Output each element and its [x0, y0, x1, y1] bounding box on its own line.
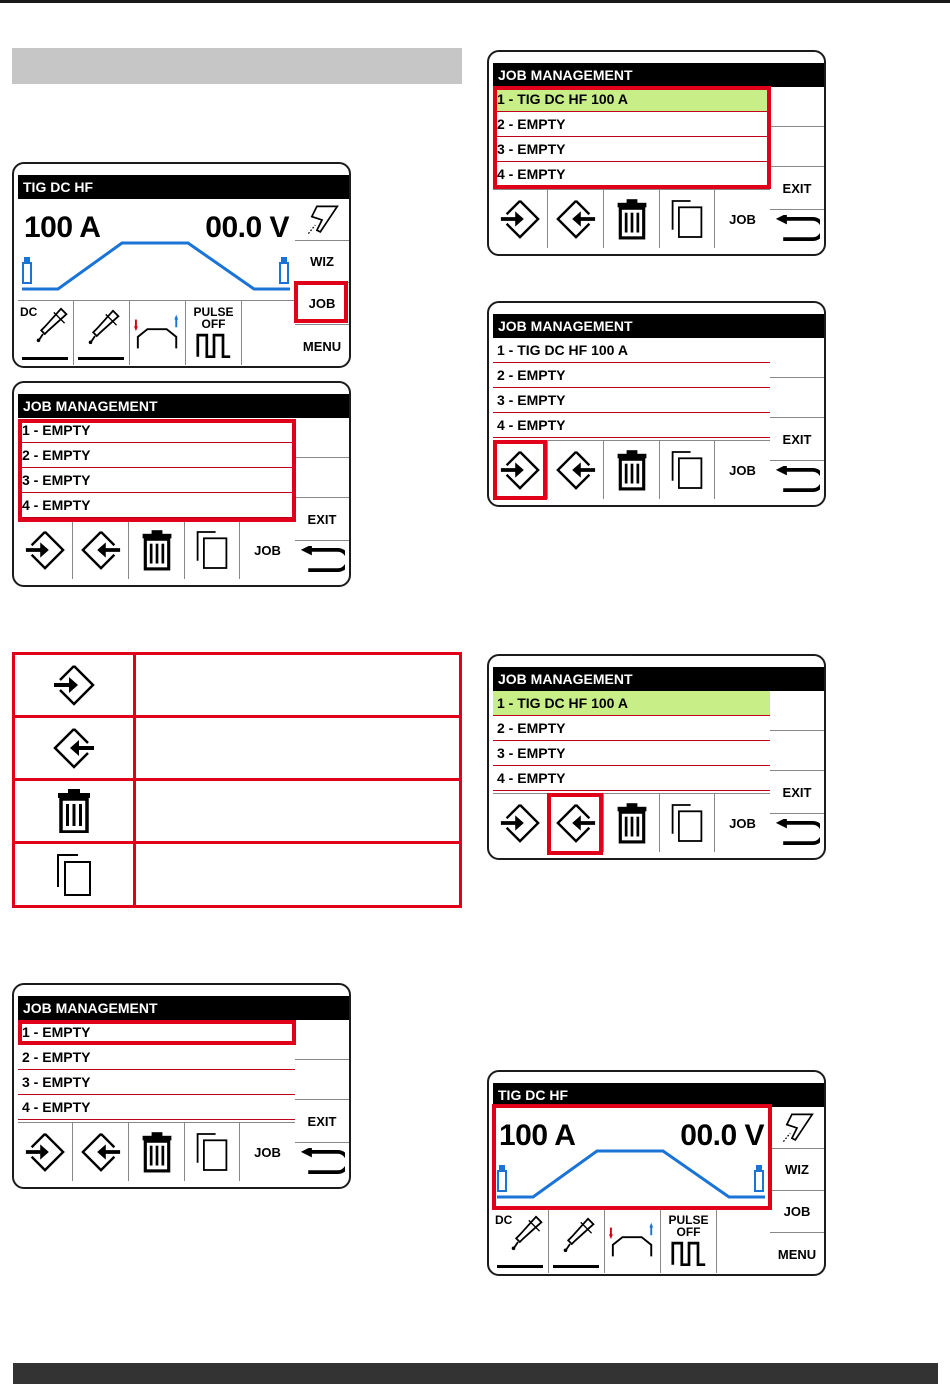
job-panel-load-step: [487, 654, 826, 860]
pulse-label: PULSE: [193, 305, 234, 319]
job-panel-title: JOB MANAGEMENT: [493, 63, 824, 87]
torch-mode-button[interactable]: [770, 1107, 824, 1149]
copy-icon: [669, 802, 705, 844]
job-toolbar: [493, 189, 770, 248]
job-slot-2[interactable]: 2 - EMPTY: [493, 112, 770, 137]
job-label-button[interactable]: JOB: [729, 211, 756, 227]
torch-icon: [305, 203, 339, 237]
copy-button[interactable]: [185, 521, 240, 579]
job-slot-3[interactable]: 3 - EMPTY: [493, 388, 770, 413]
job-slot-1[interactable]: 1 - TIG DC HF 100 A: [493, 87, 770, 112]
job-panel-title: JOB MANAGEMENT: [493, 314, 824, 338]
main-side-menu: [770, 1107, 824, 1276]
job-slot-4[interactable]: 4 - EMPTY: [18, 493, 295, 518]
slope-icon: [134, 313, 182, 353]
job-list: [18, 418, 295, 518]
back-icon: [774, 466, 820, 494]
back-button[interactable]: [770, 209, 824, 247]
back-button[interactable]: [770, 460, 824, 498]
job-panel-title: JOB MANAGEMENT: [18, 996, 349, 1020]
pulse-button[interactable]: [661, 1209, 717, 1273]
load-icon: [80, 529, 122, 571]
slope-button[interactable]: [605, 1209, 661, 1273]
job-toolbar: [493, 440, 770, 499]
hf-start-button[interactable]: [74, 301, 130, 365]
job-slot-2[interactable]: 2 - EMPTY: [18, 1045, 295, 1070]
job-panel-select-slot: [12, 983, 351, 1189]
job-label-button[interactable]: JOB: [729, 815, 756, 831]
job-slot-3[interactable]: 3 - EMPTY: [493, 137, 770, 162]
weld-curve-icon: [493, 1147, 770, 1207]
delete-button[interactable]: [604, 794, 660, 852]
job-slot-3[interactable]: 3 - EMPTY: [18, 1070, 295, 1095]
delete-icon: [614, 198, 650, 240]
main-screen-loaded: [487, 1070, 826, 1276]
copy-icon: [194, 529, 230, 571]
delete-icon: [614, 449, 650, 491]
load-button[interactable]: [548, 794, 604, 852]
job-slot-3[interactable]: 3 - EMPTY: [493, 741, 770, 766]
screen-title: TIG DC HF: [493, 1083, 824, 1107]
weld-display: [18, 199, 295, 300]
exit-button[interactable]: EXIT: [782, 432, 812, 447]
exit-button[interactable]: EXIT: [307, 512, 337, 527]
job-panel-saved: [487, 50, 826, 256]
delete-icon: [139, 529, 175, 571]
save-icon: [499, 449, 541, 491]
load-icon: [52, 726, 96, 770]
save-button[interactable]: [493, 794, 548, 852]
copy-button[interactable]: [660, 441, 715, 499]
current-value: 100 A: [24, 211, 101, 244]
job-slot-4[interactable]: 4 - EMPTY: [493, 766, 770, 791]
job-slot-2[interactable]: 2 - EMPTY: [493, 363, 770, 388]
save-icon: [499, 198, 541, 240]
job-slot-2[interactable]: 2 - EMPTY: [18, 443, 295, 468]
torch-icon: [34, 307, 70, 343]
copy-icon: [54, 852, 94, 898]
load-icon: [80, 1131, 122, 1173]
legend-row-load: [15, 718, 459, 781]
pulse-label: PULSE: [668, 1213, 709, 1227]
back-button[interactable]: [770, 813, 824, 851]
job-slot-3[interactable]: 3 - EMPTY: [18, 468, 295, 493]
job-list: [18, 1020, 295, 1120]
back-icon: [299, 1148, 345, 1176]
save-icon: [499, 802, 541, 844]
job-button[interactable]: JOB: [770, 1191, 824, 1233]
pulse-button[interactable]: [186, 301, 242, 365]
load-icon: [555, 449, 597, 491]
section-header-bar: [12, 48, 462, 84]
job-slot-2[interactable]: 2 - EMPTY: [493, 716, 770, 741]
torch-arc-icon: [561, 1215, 597, 1255]
job-slot-1[interactable]: 1 - EMPTY: [18, 1020, 295, 1045]
load-icon: [555, 198, 597, 240]
job-panel-save-step: [487, 301, 826, 507]
exit-button[interactable]: EXIT: [307, 1114, 337, 1129]
wiz-button[interactable]: WIZ: [770, 1149, 824, 1191]
load-button[interactable]: [73, 521, 129, 579]
pulse-icon: [196, 330, 232, 360]
save-icon: [24, 529, 66, 571]
copy-icon: [669, 449, 705, 491]
save-button[interactable]: [18, 1123, 73, 1181]
legend-row-save: [15, 655, 459, 718]
job-panel-empty: [12, 381, 351, 587]
main-side-menu: [295, 199, 349, 368]
job-slot-4[interactable]: 4 - EMPTY: [18, 1095, 295, 1120]
job-slot-4[interactable]: 4 - EMPTY: [493, 413, 770, 438]
weld-curve-icon: [18, 239, 295, 299]
hf-start-button[interactable]: [549, 1209, 605, 1273]
job-slot-1[interactable]: 1 - TIG DC HF 100 A: [493, 338, 770, 363]
job-toolbar: [18, 520, 295, 579]
slope-icon: [609, 1221, 657, 1261]
delete-button[interactable]: [604, 441, 660, 499]
save-icon: [52, 663, 96, 707]
menu-button[interactable]: MENU: [302, 339, 342, 354]
delete-icon: [139, 1131, 175, 1173]
dc-label: DC: [495, 1213, 513, 1227]
torch-arc-icon: [86, 307, 122, 347]
voltage-value: 00.0 V: [205, 211, 289, 244]
load-button[interactable]: [548, 190, 604, 248]
load-button[interactable]: [548, 441, 604, 499]
load-icon: [555, 802, 597, 844]
exit-button[interactable]: EXIT: [782, 181, 812, 196]
job-list: [493, 338, 770, 438]
job-toolbar: [493, 793, 770, 852]
delete-icon: [54, 789, 94, 833]
copy-button[interactable]: [660, 190, 715, 248]
save-button[interactable]: [493, 190, 548, 248]
delete-icon: [614, 802, 650, 844]
job-list: [493, 691, 770, 791]
wiz-button[interactable]: WIZ: [295, 241, 349, 283]
empty-slot: [717, 1209, 770, 1273]
copy-icon: [669, 198, 705, 240]
pulse-icon: [671, 1238, 707, 1268]
main-bottom-bar: [18, 300, 295, 365]
copy-button[interactable]: [185, 1123, 240, 1181]
job-slot-4[interactable]: 4 - EMPTY: [493, 162, 770, 187]
job-list: [493, 87, 770, 187]
save-button[interactable]: [493, 441, 548, 499]
pulse-state-label: OFF: [676, 1225, 701, 1239]
menu-button[interactable]: MENU: [777, 1247, 817, 1262]
dc-mode-button[interactable]: [18, 301, 74, 365]
footer-bar: [13, 1363, 938, 1384]
back-icon: [774, 215, 820, 243]
slope-button[interactable]: [130, 301, 186, 365]
job-label-button[interactable]: JOB: [729, 462, 756, 478]
back-button[interactable]: [295, 540, 349, 578]
save-icon: [24, 1131, 66, 1173]
delete-button[interactable]: [129, 1123, 185, 1181]
copy-icon: [194, 1131, 230, 1173]
torch-mode-button[interactable]: [295, 199, 349, 241]
job-button[interactable]: JOB: [295, 283, 349, 325]
save-button[interactable]: [18, 521, 73, 579]
job-panel-title: JOB MANAGEMENT: [18, 394, 349, 418]
back-icon: [774, 819, 820, 847]
screen-title: TIG DC HF: [18, 175, 349, 199]
pulse-state-label: OFF: [201, 317, 226, 331]
delete-button[interactable]: [129, 521, 185, 579]
legend-row-copy: [15, 844, 459, 905]
empty-slot: [242, 301, 295, 365]
exit-button[interactable]: EXIT: [782, 785, 812, 800]
dc-mode-button[interactable]: [493, 1209, 549, 1273]
job-slot-1[interactable]: 1 - EMPTY: [18, 418, 295, 443]
legend-row-delete: [15, 781, 459, 844]
dc-label: DC: [20, 305, 38, 319]
job-toolbar: [18, 1122, 295, 1181]
delete-button[interactable]: [604, 190, 660, 248]
load-button[interactable]: [73, 1123, 129, 1181]
job-slot-1[interactable]: 1 - TIG DC HF 100 A: [493, 691, 770, 716]
torch-icon: [780, 1111, 814, 1145]
copy-button[interactable]: [660, 794, 715, 852]
job-panel-title: JOB MANAGEMENT: [493, 667, 824, 691]
back-icon: [299, 546, 345, 574]
icon-legend-table: [12, 652, 462, 908]
job-label-button[interactable]: JOB: [254, 1144, 281, 1160]
weld-display: [493, 1107, 770, 1208]
top-rule: [0, 0, 950, 3]
main-bottom-bar: [493, 1208, 770, 1273]
voltage-value: 00.0 V: [680, 1119, 764, 1152]
job-label-button[interactable]: JOB: [254, 542, 281, 558]
back-button[interactable]: [295, 1142, 349, 1180]
current-value: 100 A: [499, 1119, 576, 1152]
main-screen-panel: [12, 162, 351, 368]
torch-icon: [509, 1215, 545, 1251]
